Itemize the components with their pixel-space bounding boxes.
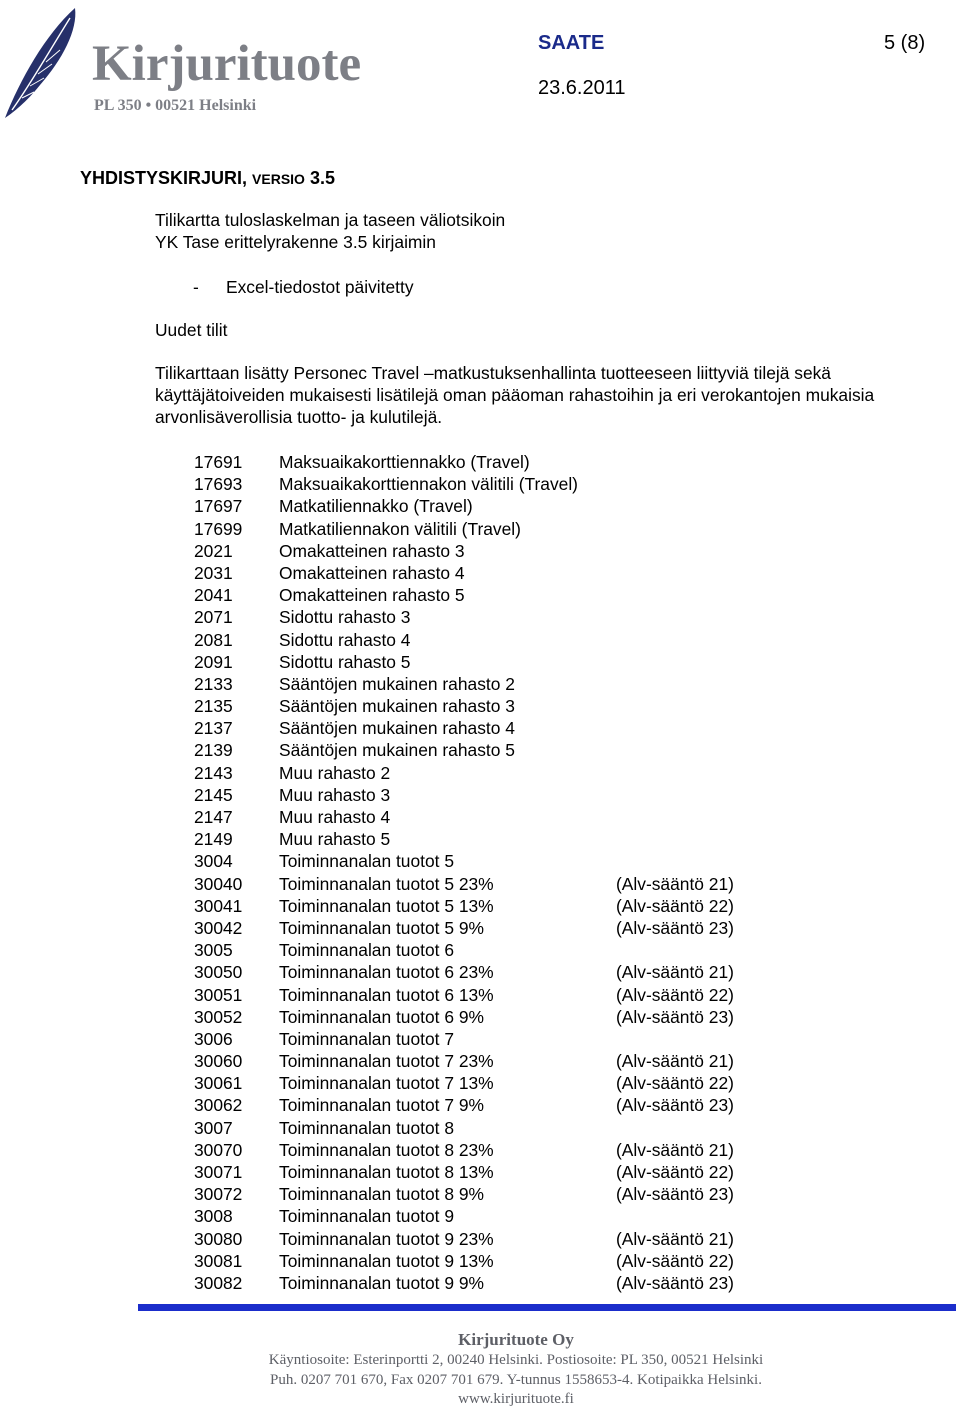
company-logo bbox=[0, 0, 400, 125]
account-name: Muu rahasto 4 bbox=[279, 807, 391, 827]
vat-rule: (Alv-sääntö 21) bbox=[616, 873, 734, 894]
section-heading: Uudet tilit bbox=[155, 320, 228, 340]
account-name: Sääntöjen mukainen rahasto 4 bbox=[279, 718, 515, 739]
account-code: 30072 bbox=[194, 1184, 243, 1205]
account-code: 3008 bbox=[194, 1206, 233, 1227]
account-name: Matkatiliennakon välitili (Travel) bbox=[279, 518, 521, 539]
account-code: 2133 bbox=[194, 673, 233, 694]
account-code: 2143 bbox=[194, 762, 233, 783]
account-code: 30060 bbox=[194, 1051, 243, 1072]
footer-address: Käyntiosoite: Esterinportti 2, 00240 Helsinki. Postiosoite: PL 350, 00521 Helsinki bbox=[268, 1352, 764, 1368]
vat-rule: (Alv-sääntö 22) bbox=[616, 1250, 734, 1271]
account-code: 2137 bbox=[194, 718, 233, 739]
account-name: Sääntöjen mukainen rahasto 3 bbox=[279, 696, 515, 717]
account-name: Toiminnanalan tuotot 6 bbox=[279, 940, 454, 961]
account-code: 17699 bbox=[194, 518, 243, 539]
account-name: Toiminnanalan tuotot 8 23% bbox=[279, 1139, 494, 1160]
footer-divider bbox=[138, 1304, 956, 1311]
account-code: 30071 bbox=[194, 1162, 243, 1182]
account-name: Sääntöjen mukainen rahasto 2 bbox=[279, 673, 515, 694]
quill-pen-icon bbox=[5, 8, 75, 118]
account-code: 3007 bbox=[194, 1117, 233, 1138]
document-type: SAATE bbox=[538, 32, 605, 54]
version-label: VERSIO bbox=[252, 171, 305, 187]
account-name: Toiminnanalan tuotot 5 bbox=[279, 851, 454, 872]
account-code: 30040 bbox=[194, 873, 243, 894]
account-name: Toiminnanalan tuotot 6 13% bbox=[279, 984, 494, 1005]
account-code: 2145 bbox=[194, 784, 233, 805]
vat-rule: (Alv-sääntö 21) bbox=[616, 1051, 734, 1072]
account-code: 2135 bbox=[194, 696, 233, 717]
bullet-text: Excel-tiedostot päivitetty bbox=[226, 277, 414, 297]
vat-rule: (Alv-sääntö 23) bbox=[616, 1184, 734, 1205]
account-code: 2041 bbox=[194, 585, 233, 606]
account-name: Maksuaikakorttiennakko (Travel) bbox=[279, 452, 530, 472]
account-code: 30070 bbox=[194, 1139, 243, 1160]
account-name: Toiminnanalan tuotot 8 9% bbox=[279, 1184, 484, 1205]
account-name: Toiminnanalan tuotot 7 23% bbox=[279, 1051, 494, 1072]
account-code: 30041 bbox=[194, 895, 243, 916]
account-code: 2071 bbox=[194, 607, 233, 628]
vat-rule: (Alv-sääntö 23) bbox=[616, 1006, 734, 1027]
vat-rule: (Alv-sääntö 21) bbox=[616, 962, 734, 983]
vat-rule: (Alv-sääntö 22) bbox=[616, 895, 734, 916]
vat-rule: (Alv-sääntö 23) bbox=[616, 1095, 734, 1116]
account-code: 2031 bbox=[194, 562, 233, 583]
account-code: 30082 bbox=[194, 1272, 243, 1293]
account-code: 2021 bbox=[194, 540, 233, 561]
account-name: Toiminnanalan tuotot 7 9% bbox=[279, 1095, 484, 1116]
account-code: 2139 bbox=[194, 740, 233, 761]
account-name: Toiminnanalan tuotot 5 13% bbox=[279, 895, 494, 916]
account-name: Matkatiliennakko (Travel) bbox=[279, 496, 473, 517]
account-code: 17697 bbox=[194, 496, 243, 517]
account-name: Toiminnanalan tuotot 7 bbox=[279, 1028, 454, 1049]
account-code: 17693 bbox=[194, 474, 243, 495]
account-name: Toiminnanalan tuotot 9 23% bbox=[279, 1228, 494, 1249]
vat-rule: (Alv-sääntö 21) bbox=[616, 1139, 734, 1160]
account-code: 2091 bbox=[194, 651, 233, 672]
account-name: Sääntöjen mukainen rahasto 5 bbox=[279, 740, 515, 761]
page-number: 5 (8) bbox=[884, 32, 926, 54]
account-code: 30062 bbox=[194, 1095, 243, 1116]
account-code: 30052 bbox=[194, 1006, 243, 1027]
account-name: Sidottu rahasto 5 bbox=[279, 651, 411, 672]
account-code: 2147 bbox=[194, 807, 233, 827]
account-name: Muu rahasto 3 bbox=[279, 784, 391, 805]
account-code: 3005 bbox=[194, 940, 233, 961]
account-name: Toiminnanalan tuotot 5 9% bbox=[279, 917, 484, 938]
account-name: Sidottu rahasto 4 bbox=[279, 629, 411, 650]
vat-rule: (Alv-sääntö 21) bbox=[616, 1228, 734, 1249]
footer-phone: Puh. 0207 701 670, Fax 0207 701 679. Y-tunnus 1558653-4. Kotipaikka Helsinki. bbox=[270, 1372, 762, 1388]
account-name: Muu rahasto 2 bbox=[279, 762, 391, 783]
account-code: 30080 bbox=[194, 1228, 243, 1249]
account-name: Toiminnanalan tuotot 9 13% bbox=[279, 1250, 494, 1271]
account-name: Omakatteinen rahasto 5 bbox=[279, 585, 465, 606]
vat-rule: (Alv-sääntö 22) bbox=[616, 1073, 734, 1094]
account-code: 30081 bbox=[194, 1250, 243, 1271]
account-name: Toiminnanalan tuotot 9 9% bbox=[279, 1272, 484, 1293]
account-name: Toiminnanalan tuotot 7 13% bbox=[279, 1073, 494, 1094]
account-name: Toiminnanalan tuotot 6 23% bbox=[279, 962, 494, 983]
account-name: Toiminnanalan tuotot 8 bbox=[279, 1117, 454, 1138]
product-name: YHDISTYSKIRJURI, bbox=[80, 168, 253, 188]
product-heading bbox=[80, 168, 335, 189]
account-name: Muu rahasto 5 bbox=[279, 829, 391, 850]
account-code: 3006 bbox=[194, 1028, 233, 1049]
bullet-item bbox=[193, 276, 414, 298]
account-name: Omakatteinen rahasto 3 bbox=[279, 540, 465, 561]
account-name: Toiminnanalan tuotot 6 9% bbox=[279, 1006, 484, 1027]
description-paragraph: Tilikarttaan lisätty Personec Travel –matkustuksenhallinta tuotteeseen liittyviä tilejä sekä käyttäjätoiveiden mukaisesti lisätilejä oman pääoman rahastoihin ja eri verokantojen mukaisia arvonlisäverollisia tuotto- ja kulutilejä. bbox=[155, 363, 875, 427]
account-code: 17691 bbox=[194, 452, 243, 472]
account-code: 30050 bbox=[194, 962, 243, 983]
intro-line: Tilikartta tuloslaskelman ja taseen väliotsikoin bbox=[155, 210, 506, 230]
footer-company: Kirjurituote Oy bbox=[458, 1330, 574, 1349]
vat-rule: (Alv-sääntö 23) bbox=[616, 917, 734, 938]
account-name: Omakatteinen rahasto 4 bbox=[279, 562, 465, 583]
account-code: 2149 bbox=[194, 829, 233, 850]
vat-rule: (Alv-sääntö 22) bbox=[616, 984, 734, 1005]
account-code: 30042 bbox=[194, 917, 243, 938]
logo-name: Kirjurituote bbox=[92, 36, 362, 92]
account-name: Toiminnanalan tuotot 5 23% bbox=[279, 873, 494, 894]
intro-line: YK Tase erittelyrakenne 3.5 kirjaimin bbox=[155, 232, 436, 252]
bullet-dash: - bbox=[193, 277, 199, 297]
account-code: 3004 bbox=[194, 851, 233, 872]
account-name: Toiminnanalan tuotot 9 bbox=[279, 1206, 454, 1227]
version-number: 3.5 bbox=[304, 168, 335, 188]
account-name: Sidottu rahasto 3 bbox=[279, 607, 411, 628]
logo-address: PL 350 • 00521 Helsinki bbox=[94, 97, 257, 114]
intro-text bbox=[155, 209, 505, 253]
account-name: Maksuaikakorttiennakon välitili (Travel) bbox=[279, 474, 578, 495]
vat-rule: (Alv-sääntö 22) bbox=[616, 1162, 734, 1182]
account-code: 30051 bbox=[194, 984, 243, 1005]
footer-website: www.kirjurituote.fi bbox=[458, 1391, 574, 1407]
vat-rule: (Alv-sääntö 23) bbox=[616, 1272, 734, 1293]
document-date: 23.6.2011 bbox=[538, 77, 626, 99]
account-name: Toiminnanalan tuotot 8 13% bbox=[279, 1162, 494, 1182]
account-code: 30061 bbox=[194, 1073, 243, 1094]
account-code: 2081 bbox=[194, 629, 233, 650]
